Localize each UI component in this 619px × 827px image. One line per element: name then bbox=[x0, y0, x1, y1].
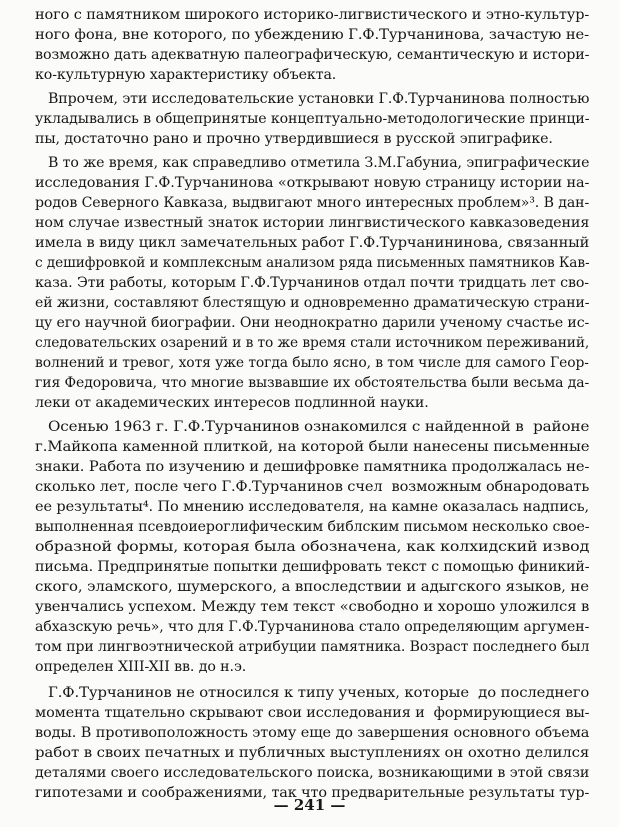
text-line: г.Майкопа каменной плиткой, на которой были нанесены письменные bbox=[35, 439, 590, 455]
text-line: абхазскую речь», что для Г.Ф.Турчанинова стало определяющим аргумен- bbox=[35, 619, 590, 635]
text-line: ского, эламского, шумерского, а впоследствии и адыгского языков, не bbox=[35, 579, 589, 595]
text-line: В то же время, как справедливо отметила З.М.Габуниа, эпиграфические bbox=[48, 155, 590, 171]
text-line: пы, достаточно рано и прочно утвердившиеся в русской эпиграфике. bbox=[35, 131, 553, 147]
text-line: возможно дать адекватную палеографическую, семантическую и истори- bbox=[35, 47, 590, 63]
text-line: каза. Эти работы, которым Г.Ф.Турчанинов отдал почти тридцать лет сво- bbox=[35, 275, 590, 291]
text-line: гипотезами и соображениями, так что предварительные результаты тур- bbox=[35, 785, 590, 801]
text-line: работ в своих печатных и публичных выступлениях он охотно делился bbox=[35, 745, 590, 761]
text-line: ей жизни, составляют блестящую и одновременно драматическую страни- bbox=[35, 295, 590, 311]
text-line: родов Северного Кавказа, выдвигают много интересных проблем»³. В дан- bbox=[35, 195, 590, 211]
text-line: знаки. Работа по изучению и дешифровке памятника продолжалась не- bbox=[35, 459, 590, 475]
text-line: Впрочем, эти исследовательские установки Г.Ф.Турчанинова полностью bbox=[48, 91, 590, 107]
text-line: воды. В противоположность этому еще до завершения основного объема bbox=[35, 725, 590, 741]
text-line: леки от академических интересов подлинной науки. bbox=[35, 395, 429, 411]
page-number: — 241 — bbox=[273, 796, 346, 814]
text-line: исследования Г.Ф.Турчанинова «открывают новую страницу истории на- bbox=[35, 175, 590, 191]
text-line: следовательских озарений и в то же время стали источником переживаний, bbox=[35, 335, 590, 351]
text-line: Осенью 1963 г. Г.Ф.Турчанинов ознакомился с найденной в районе bbox=[48, 419, 590, 435]
text-line: укладывались в общепринятые концептуально-методологические принци- bbox=[35, 111, 590, 127]
text-line: том при лингвоэтнической атрибуции памятника. Возраст последнего был bbox=[35, 639, 590, 655]
text-line: деталями своего исследовательского поиска, возникающими в этой связи bbox=[35, 765, 590, 781]
text-line: ее результаты⁴. По мнению исследователя, на камне оказалась надпись, bbox=[35, 499, 590, 515]
text-line: образной формы, которая была обозначена, как колхидский извод bbox=[35, 539, 590, 555]
text-line: Г.Ф.Турчанинов не относился к типу ученых, которые до последнего bbox=[48, 685, 590, 701]
text-line: имела в виду цикл замечательных работ Г.Ф.Турчанининова, связанный bbox=[35, 235, 590, 251]
text-line: ного с памятником широкого историко-лигвистического и этно-культур- bbox=[35, 7, 590, 23]
text-line: определен XIII-XII вв. до н.э. bbox=[35, 659, 247, 675]
text-line: ном случае известный знаток истории лингвистического кавказоведения bbox=[35, 215, 590, 231]
text-line: с дешифровкой и комплексным анализом ряда письменных памятников Кав- bbox=[35, 255, 590, 271]
text-line: волнений и тревог, хотя уже тогда было ясно, в том числе для самого Геор- bbox=[35, 355, 589, 371]
text-line: ко-культурную характеристику объекта. bbox=[35, 67, 337, 83]
text-line: цу его научной биографии. Они неоднократно дарили ученому счастье ис- bbox=[35, 315, 590, 331]
text-line: гия Федоровича, что многие вызвавшие их обстоятельства были весьма да- bbox=[35, 375, 590, 391]
text-line: выполненная псевдоиероглифическим библским письмом несколько свое- bbox=[35, 519, 590, 535]
text-line: ного фона, вне которого, по убеждению Г.Ф.Турчанинова, зачастую не- bbox=[35, 27, 590, 43]
text-line: момента тщательно скрывают свои исследования и формирующиеся вы- bbox=[35, 705, 590, 721]
text-line: увенчались успехом. Между тем текст «свободно и хорошо уложился в bbox=[35, 599, 590, 615]
text-line: письма. Предпринятые попытки дешифровать текст с помощью финикий- bbox=[35, 559, 590, 575]
text-line: сколько лет, после чего Г.Ф.Турчанинов счел возможным обнародовать bbox=[35, 479, 590, 495]
